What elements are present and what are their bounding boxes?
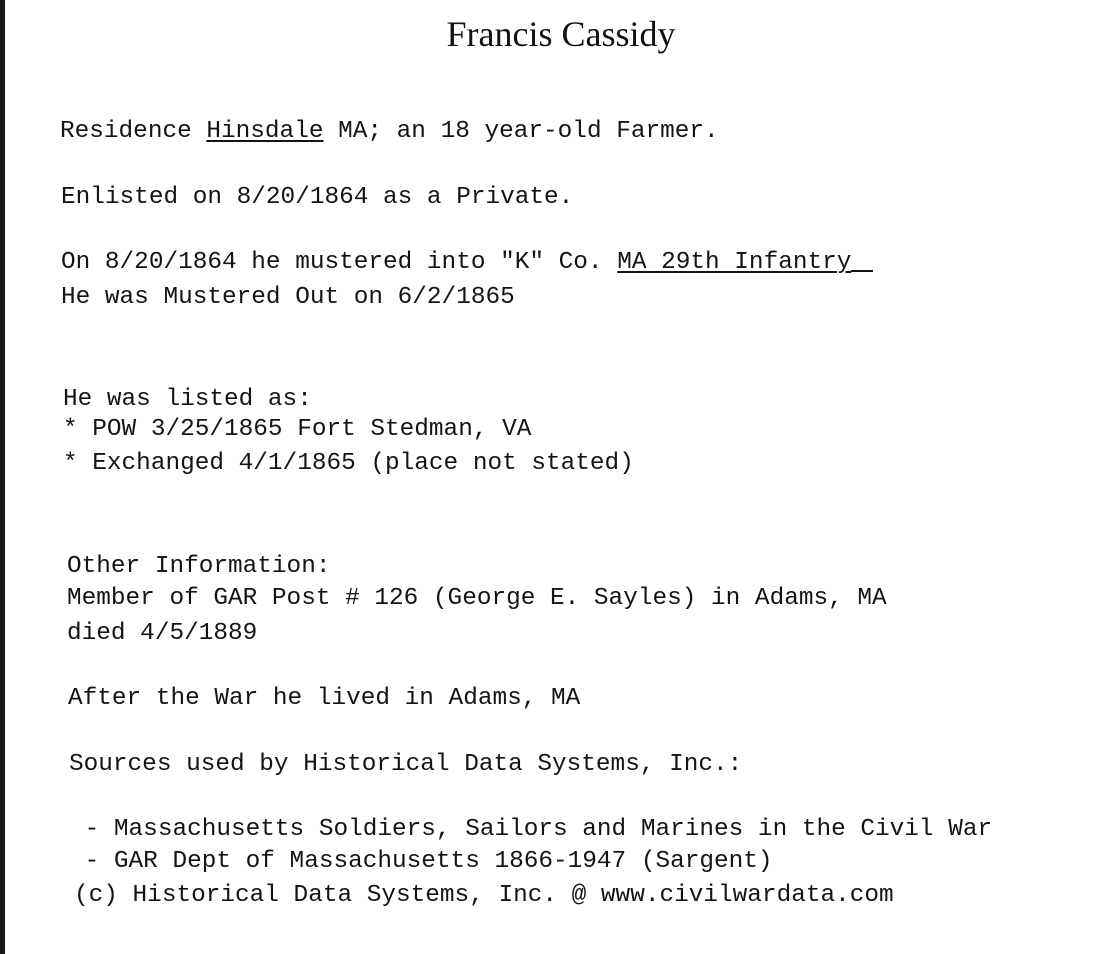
source-item: - GAR Dept of Massachusetts 1866-1947 (Sargent)	[70, 848, 773, 875]
enlisted-line: Enlisted on 8/20/1864 as a Private.	[61, 184, 574, 211]
listed-item: * Exchanged 4/1/1865 (place not stated)	[63, 450, 634, 477]
residence-suffix: MA; an 18 year-old Farmer.	[323, 118, 719, 145]
other-info-line: died 4/5/1889	[67, 620, 258, 647]
listed-heading: He was listed as:	[63, 386, 312, 413]
scan-left-edge	[0, 0, 5, 954]
muster-in-prefix: On 8/20/1864 he mustered into "K" Co.	[61, 249, 618, 276]
muster-in-unit: MA 29th Infantry	[617, 249, 852, 276]
other-info-line: Member of GAR Post # 126 (George E. Sayles) in Adams, MA	[67, 585, 887, 612]
listed-item: * POW 3/25/1865 Fort Stedman, VA	[63, 416, 532, 443]
residence-line	[60, 117, 719, 147]
muster-in-line	[61, 248, 873, 278]
residence-town: Hinsdale	[206, 118, 324, 145]
copyright-line: (c) Historical Data Systems, Inc. @ www.civilwardata.com	[74, 882, 894, 909]
unit-underline-blank	[851, 270, 873, 272]
muster-out-line: He was Mustered Out on 6/2/1865	[61, 284, 515, 311]
sources-heading: Sources used by Historical Data Systems, Inc.:	[69, 751, 743, 778]
after-war-line: After the War he lived in Adams, MA	[68, 685, 581, 712]
residence-prefix: Residence	[60, 118, 207, 145]
other-info-heading: Other Information:	[67, 553, 331, 580]
source-item: - Massachusetts Soldiers, Sailors and Marines in the Civil War	[70, 816, 993, 843]
page-title: Francis Cassidy	[446, 14, 676, 54]
